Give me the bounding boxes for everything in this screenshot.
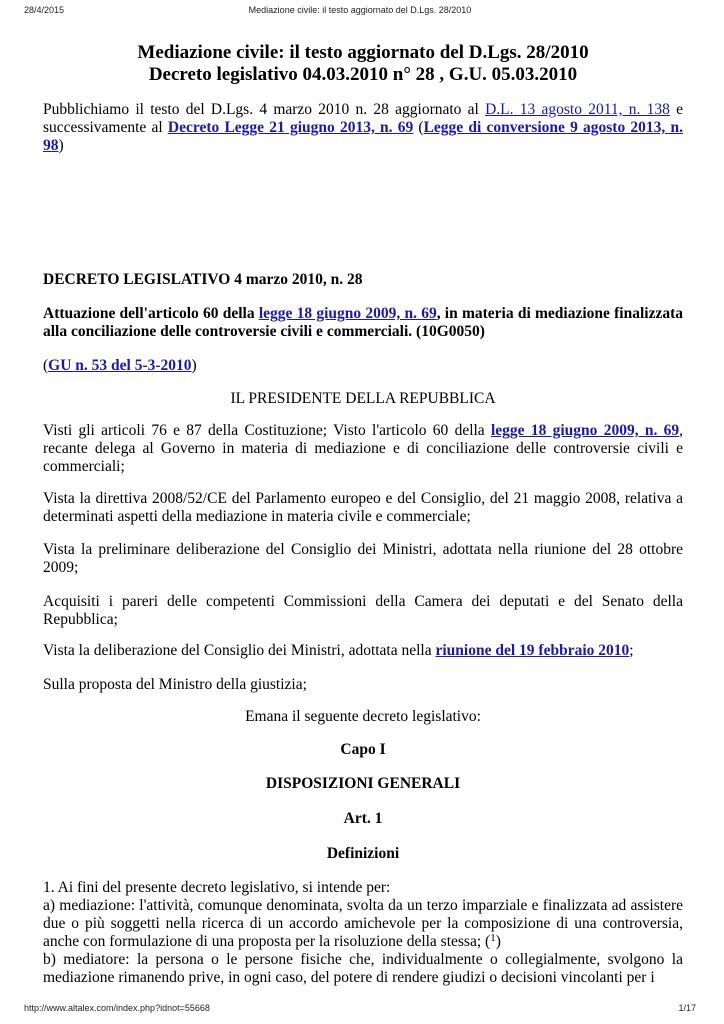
intro-text-3: (	[413, 119, 424, 136]
preliminare-paragraph: Vista la preliminare deliberazione del Consiglio dei Ministri, adottata nella riunione del 28 ottobre 2009;	[43, 541, 683, 576]
link-riunione[interactable]: riunione del 19 febbraio 2010	[435, 642, 630, 659]
deliberazione-text-1: Vista la deliberazione del Consiglio dei Ministri, adottata nella	[43, 642, 436, 659]
gu-close: )	[191, 357, 197, 374]
proposta-paragraph: Sulla proposta del Ministro della giustizia;	[43, 676, 307, 693]
visti-paragraph	[43, 422, 683, 476]
link-dl-138[interactable]: D.L. 13 agosto 2011, n. 138	[485, 101, 670, 118]
deliberazione-text-2: ;	[629, 642, 634, 659]
intro-text-1: Pubblichiamo il testo del D.Lgs. 4 marzo 2010 n. 28 aggiornato al	[43, 101, 486, 118]
gu-reference	[43, 357, 683, 375]
definitions-block	[43, 879, 683, 987]
attuazione-paragraph	[43, 305, 683, 341]
attuazione-text-1: Attuazione dell'articolo 60 della	[43, 305, 259, 322]
link-legge-69-visti[interactable]: legge 18 giugno 2009, n. 69	[490, 422, 680, 439]
footer-url: http://www.altalex.com/index.php?idnot=55668	[24, 1003, 210, 1013]
pareri-paragraph: Acquisiti i pareri delle competenti Commissioni della Camera dei deputati e del Senato della Repubblica;	[43, 593, 683, 628]
link-legge-98[interactable]: Legge di conversione 9 agosto 2013, n. 98	[43, 119, 683, 154]
capo-heading: Capo I	[340, 741, 386, 758]
title-line-2: Decreto legislativo 04.03.2010 n° 28 , G.U. 05.03.2010	[148, 64, 578, 85]
document-title	[43, 42, 683, 86]
direttiva-paragraph: Vista la direttiva 2008/52/CE del Parlamento europeo e del Consiglio, del 21 maggio 2008, relativa a determinati aspetti della mediazione in materia civile e commerciale;	[43, 490, 683, 525]
definition-a-text: a) mediazione: l'attività, comunque denominata, svolta da un terzo imparziale e finalizzata ad assistere due o più soggetti nella ricerca di un accordo amichevole per la composizione di una controversia, anche con formulazione di una proposta per la risoluzione della stessa; (	[43, 897, 683, 950]
definitions-intro: 1. Ai fini del presente decreto legislativo, si intende per:	[43, 879, 391, 896]
article-heading: Art. 1	[343, 810, 383, 827]
intro-text-2: e successivamente al	[43, 101, 683, 136]
gu-open: (	[43, 357, 49, 374]
visti-text-2: , recante delega al Governo in materia di mediazione e di conciliazione delle controversie civili e commerciali;	[43, 422, 684, 475]
link-legge-69[interactable]: legge 18 giugno 2009, n. 69	[258, 305, 437, 322]
decree-heading: DECRETO LEGISLATIVO 4 marzo 2010, n. 28	[43, 271, 363, 288]
disposizioni-heading: DISPOSIZIONI GENERALI	[265, 775, 461, 792]
footer-page-number: 1/17	[678, 1003, 696, 1013]
definition-a	[43, 897, 683, 951]
definition-a-close: )	[495, 933, 501, 950]
definizioni-heading: Definizioni	[326, 845, 400, 862]
deliberazione-paragraph	[43, 642, 683, 660]
footnote-ref-1[interactable]: 1	[490, 932, 496, 944]
attuazione-text-2: , in materia di mediazione finalizzata alla conciliazione delle controversie civili e commerciali. (10G0050)	[43, 305, 683, 340]
intro-text-4: )	[58, 137, 64, 154]
visti-text-1: Visti gli articoli 76 e 87 della Costituzione; Visto l'articolo 60 della	[43, 422, 491, 439]
intro-paragraph	[43, 101, 683, 155]
emana-line: Emana il seguente decreto legislativo:	[245, 708, 481, 725]
definition-b: b) mediatore: la persona o le persone fisiche che, individualmente o collegialmente, svolgono la mediazione rimanendo prive, in ogni caso, del potere di rendere giudizi o decisioni vincolanti per i	[43, 951, 683, 986]
link-decreto-69[interactable]: Decreto Legge 21 giugno 2013, n. 69	[167, 119, 414, 136]
print-date: 28/4/2015	[24, 5, 65, 15]
print-footer	[24, 1003, 696, 1015]
president-heading: IL PRESIDENTE DELLA REPUBBLICA	[230, 390, 496, 407]
link-gu-53[interactable]: GU n. 53 del 5-3-2010	[48, 357, 192, 374]
title-line-1: Mediazione civile: il testo aggiornato del D.Lgs. 28/2010	[137, 42, 589, 63]
print-title: Mediazione civile: il testo aggiornato del D.Lgs. 28/2010	[248, 5, 472, 15]
print-header	[24, 5, 696, 17]
